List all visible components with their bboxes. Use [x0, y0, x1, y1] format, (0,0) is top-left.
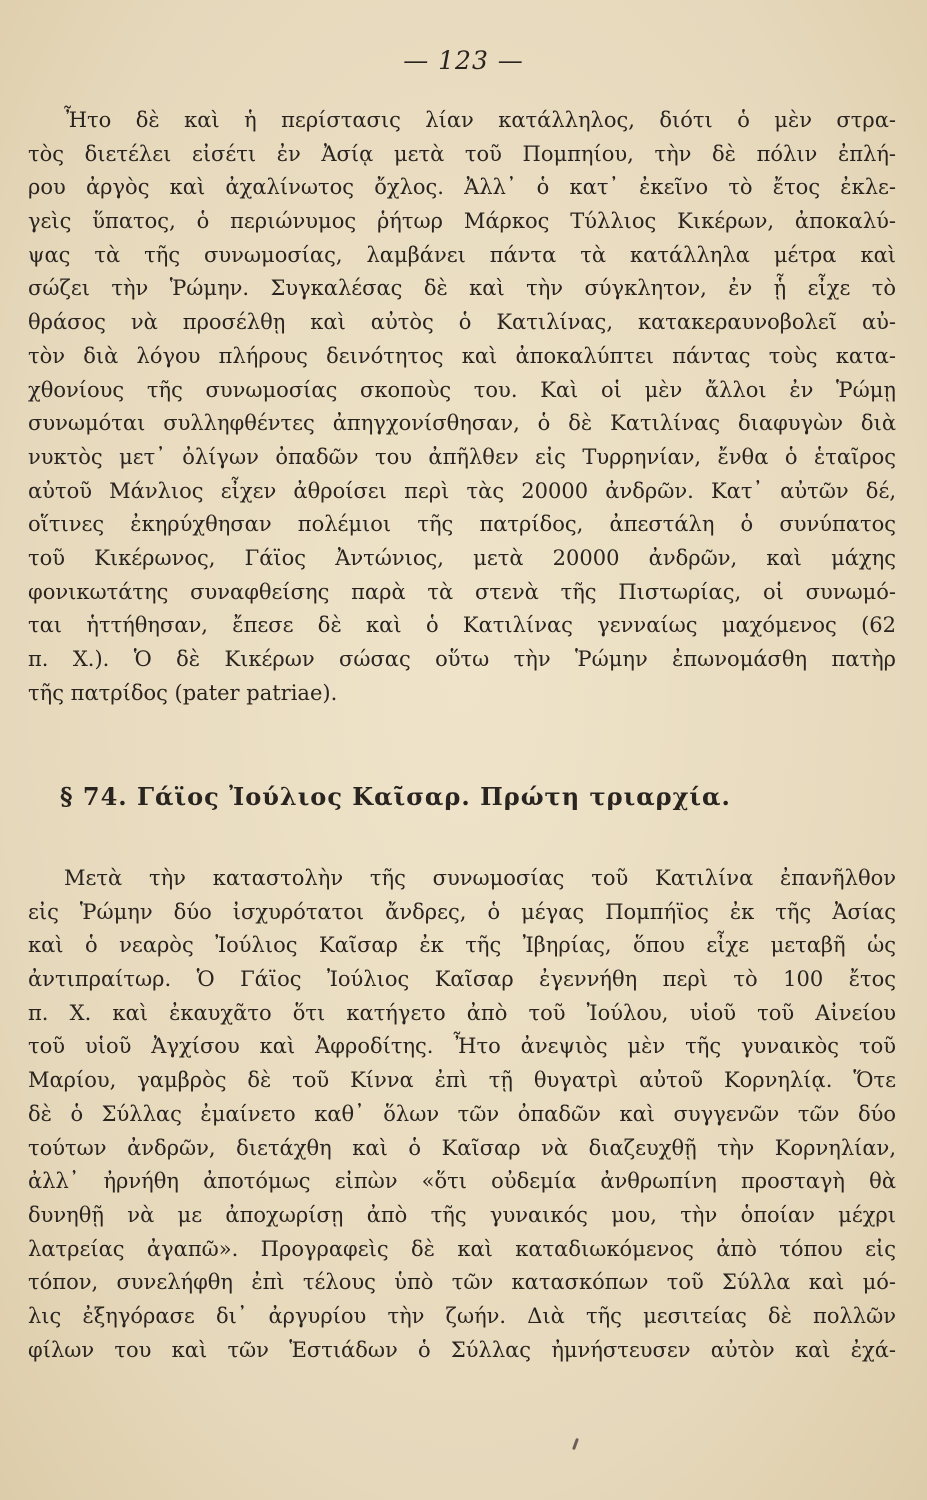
- text-line: τούτων ἀνδρῶν, διετάχθη καὶ ὁ Καῖσαρ νὰ διαζευχθῇ τὴν Κορνηλίαν,: [28, 1135, 896, 1160]
- section-heading: § 74. Γάϊος Ἰούλιος Καῖσαρ. Πρώτη τριαρχία.: [60, 782, 731, 811]
- text-line: οἵτινες ἐκηρύχθησαν πολέμιοι τῆς πατρίδος, ἀπεστάλη ὁ συνύπατος: [28, 512, 896, 537]
- text-line: γεὶς ὕπατος, ὁ περιώνυμος ῥήτωρ Μάρκος Τύλλιος Κικέρων, ἀποκαλύ-: [28, 209, 896, 234]
- text-line: ψας τὰ τῆς συνωμοσίας, λαμβάνει πάντα τὰ κατάλληλα μέτρα καὶ: [28, 242, 896, 267]
- text-line: π. Χ. καὶ ἐκαυχᾶτο ὅτι κατήγετο ἀπὸ τοῦ Ἰούλου, υἱοῦ τοῦ Αἰνείου: [28, 1000, 896, 1025]
- text-line: Ἦτο δὲ καὶ ἡ περίστασις λίαν κατάλληλος, διότι ὁ μὲν στρα-: [64, 108, 896, 132]
- text-line: δυνηθῇ νὰ με ἀποχωρίσῃ ἀπὸ τῆς γυναικός μου, τὴν ὁποίαν μέχρι: [28, 1202, 896, 1227]
- text-line: φονικωτάτης συναφθείσης παρὰ τὰ στενὰ τῆς Πιστωρίας, οἱ συνωμό-: [28, 579, 896, 604]
- paragraph-catiline-conspiracy: [28, 104, 896, 710]
- text-line: Μαρίου, γαμβρὸς δὲ τοῦ Κίννα ἐπὶ τῇ θυγατρὶ αὐτοῦ Κορνηλίᾳ. Ὅτε: [28, 1068, 896, 1093]
- text-line: θράσος νὰ προσέλθῃ καὶ αὐτὸς ὁ Κατιλίνας, κατακεραυνοβολεῖ αὐ-: [28, 310, 896, 335]
- text-line: εἰς Ῥώμην δύο ἰσχυρότατοι ἄνδρες, ὁ μέγας Πομπήϊος ἐκ τῆς Ἀσίας: [28, 899, 896, 924]
- text-line: ται ἡττήθησαν, ἔπεσε δὲ καὶ ὁ Κατιλίνας γενναίως μαχόμενος (62: [28, 613, 896, 638]
- text-line: τὸν διὰ λόγου πλήρους δεινότητος καὶ ἀποκαλύπτει πάντας τοὺς κατα-: [28, 343, 896, 368]
- text-line: ρου ἀργὸς καὶ ἀχαλίνωτος ὄχλος. Ἀλλ᾽ ὁ κατ᾽ ἐκεῖνο τὸ ἔτος ἐκλε-: [28, 175, 896, 200]
- text-line: τοῦ υἱοῦ Ἀγχίσου καὶ Ἀφροδίτης. Ἦτο ἀνεψιὸς μὲν τῆς γυναικὸς τοῦ: [28, 1034, 896, 1059]
- text-line: αὐτοῦ Μάνλιος εἶχεν ἀθροίσει περὶ τὰς 20000 ἀνδρῶν. Κατ᾽ αὐτῶν δέ,: [28, 478, 896, 503]
- text-line: λατρείας ἀγαπῶ». Προγραφεὶς δὲ καὶ καταδιωκόμενος ἀπὸ τόπου εἰς: [28, 1236, 896, 1261]
- text-line: π. Χ.). Ὁ δὲ Κικέρων σώσας οὕτω τὴν Ῥώμην ἐπωνομάσθη πατὴρ: [28, 647, 896, 671]
- page-number: — 123 —: [403, 46, 524, 75]
- text-line: χθονίους τῆς συνωμοσίας σκοποὺς του. Καὶ οἱ μὲν ἄλλοι ἐν Ῥώμῃ: [28, 377, 896, 402]
- stray-ink-mark: [572, 1438, 579, 1450]
- text-line: νυκτὸς μετ᾽ ὀλίγων ὀπαδῶν του ἀπῆλθεν εἰς Τυρρηνίαν, ἔνθα ὁ ἑταῖρος: [28, 444, 896, 469]
- text-line: τὸς διετέλει εἰσέτι ἐν Ἀσίᾳ μετὰ τοῦ Πομπηίου, τὴν δὲ πόλιν ἐπλή-: [28, 141, 896, 166]
- text-line: δὲ ὁ Σύλλας ἐμαίνετο καθ᾽ ὅλων τῶν ὀπαδῶν καὶ συγγενῶν τῶν δύο: [28, 1101, 896, 1126]
- text-line: συνωμόται συλληφθέντες ἀπηγχονίσθησαν, ὁ δὲ Κατιλίνας διαφυγὼν διὰ: [28, 411, 896, 436]
- paragraph-julius-caesar: [28, 862, 896, 1367]
- text-line: φίλων του καὶ τῶν Ἑστιάδων ὁ Σύλλας ἠμνήστευσεν αὐτὸν καὶ ἐχά-: [28, 1337, 896, 1362]
- text-line: Μετὰ τὴν καταστολὴν τῆς συνωμοσίας τοῦ Κατιλίνα ἐπανῆλθον: [64, 866, 896, 890]
- text-line: σώζει τὴν Ῥώμην. Συγκαλέσας δὲ καὶ τὴν σύγκλητον, ἐν ᾗ εἶχε τὸ: [28, 276, 896, 301]
- text-line: λις ἐξηγόρασε δι᾽ ἀργυρίου τὴν ζωήν. Διὰ τῆς μεσιτείας δὲ πολλῶν: [28, 1303, 896, 1328]
- text-line: ἀλλ᾽ ἠρνήθη ἀποτόμως εἰπὼν «ὅτι οὐδεμία ἀνθρωπίνη προσταγὴ θὰ: [28, 1169, 896, 1194]
- text-line: καὶ ὁ νεαρὸς Ἰούλιος Καῖσαρ ἐκ τῆς Ἰβηρίας, ὅπου εἶχε μεταβῆ ὡς: [28, 933, 896, 958]
- text-line: ἀντιπραίτωρ. Ὁ Γάϊος Ἰούλιος Καῖσαρ ἐγεννήθη περὶ τὸ 100 ἔτος: [28, 967, 896, 992]
- text-line: τοῦ Κικέρωνος, Γάϊος Ἀντώνιος, μετὰ 20000 ἀνδρῶν, καὶ μάχης: [28, 545, 896, 570]
- text-line: τόπον, συνελήφθη ἐπὶ τέλους ὑπὸ τῶν κατασκόπων τοῦ Σύλλα καὶ μό-: [28, 1270, 896, 1295]
- text-line: τῆς πατρίδος (pater patriae).: [28, 680, 338, 705]
